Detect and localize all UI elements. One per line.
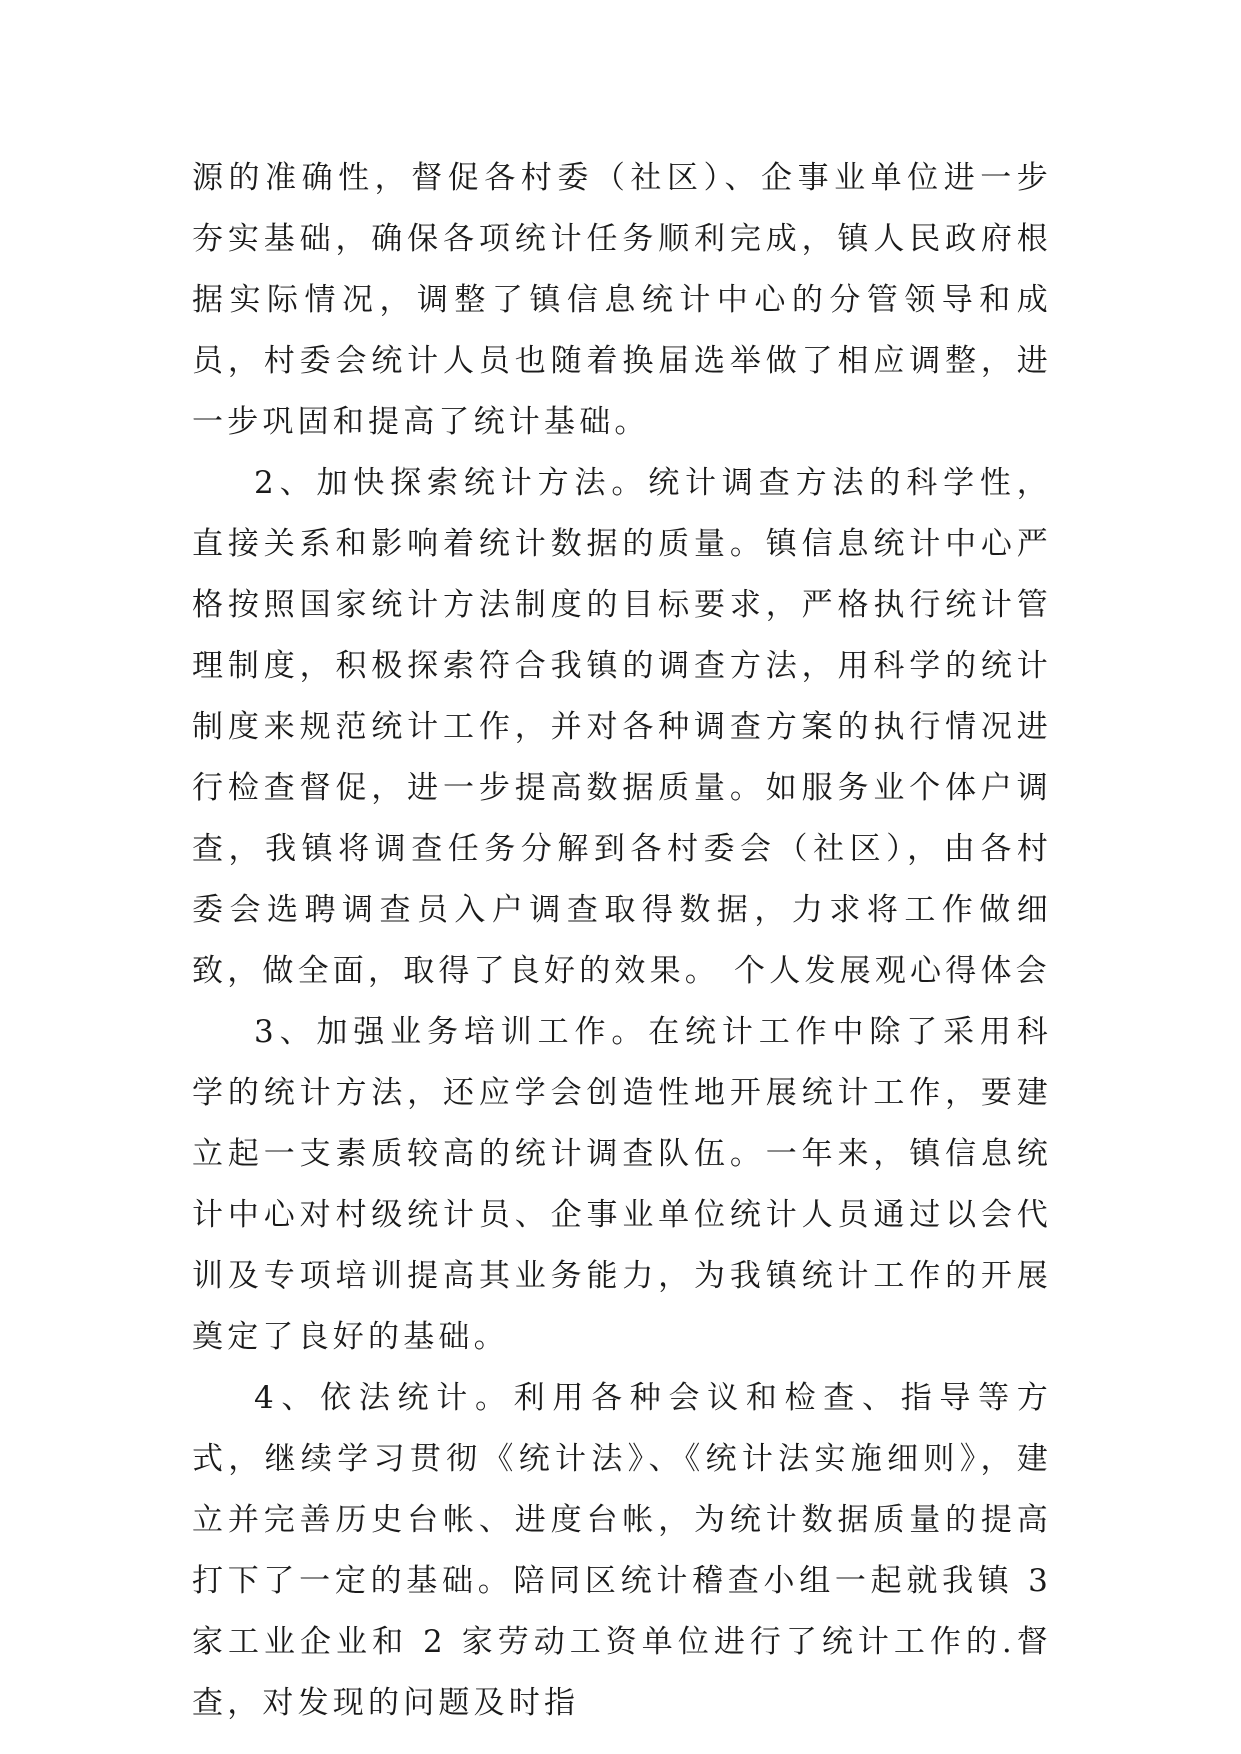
paragraph-statistics-foundation: 源的准确性，督促各村委（社区）、企事业单位进一步夯实基础，确保各项统计任务顺利完成，镇人民政府根据实际情况，调整了镇信息统计中心的分管领导和成员，村委会统计人员也随着换届选举做了相应调整，进一步巩固和提高了统计基础。: [192, 160, 1052, 440]
paragraph-lawful-statistics: 4、依法统计。利用各种会议和检查、指导等方式，继续学习贯彻《统计法》、《统计法实施细则》，建立并完善历史台帐、进度台帐，为统计数据质量的提高打下了一定的基础。陪同区统计稽查小组一起就我镇 3 家工业企业和 2 家劳动工资单位进行了统计工作的.督查，对发现的问题及时指: [192, 1380, 1052, 1721]
paragraph-statistics-methods: 2、加快探索统计方法。统计调查方法的科学性，直接关系和影响着统计数据的质量。镇信息统计中心严格按照国家统计方法制度的目标要求，严格执行统计管理制度，积极探索符合我镇的调查方法，用科学的统计制度来规范统计工作，并对各种调查方案的执行情况进行检查督促，进一步提高数据质量。如服务业个体户调查，我镇将调查任务分解到各村委会（社区），由各村委会选聘调查员入户调查取得数据，力求将工作做细致，做全面，取得了良好的效果。 个人发展观心得体会: [192, 465, 1052, 989]
paragraph-business-training: 3、加强业务培训工作。在统计工作中除了采用科学的统计方法，还应学会创造性地开展统计工作，要建立起一支素质较高的统计调查队伍。一年来，镇信息统计中心对村级统计员、企事业单位统计人员通过以会代训及专项培训提高其业务能力，为我镇统计工作的开展奠定了良好的基础。: [192, 1014, 1052, 1355]
document-body: [192, 148, 1052, 1734]
